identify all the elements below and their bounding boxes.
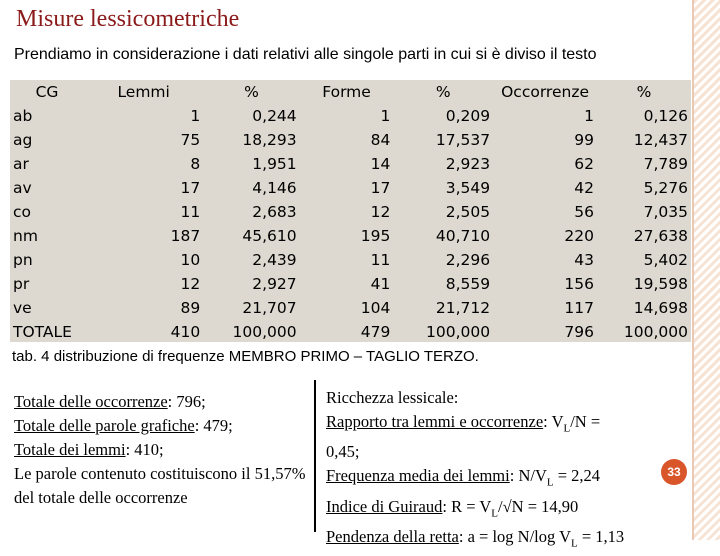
table-cell: 156 — [564, 275, 594, 293]
row-label-cell: pn — [13, 251, 33, 269]
table-cell: 43 — [574, 251, 594, 269]
total-lemmi-line — [14, 438, 314, 462]
table-cell: 796 — [564, 323, 594, 341]
richness-heading — [326, 386, 696, 410]
column-header: CG — [35, 83, 59, 101]
table-cell: 2,296 — [445, 251, 491, 269]
guiraud-line — [326, 495, 696, 526]
row-label-cell: ag — [13, 131, 33, 149]
table-cell: 8 — [190, 155, 201, 173]
slope-sub: L — [570, 537, 578, 550]
table-cell: 0,244 — [252, 107, 297, 125]
table-cell: 17,537 — [435, 131, 491, 149]
frequency-table — [10, 80, 691, 344]
table-cell: 1 — [380, 107, 391, 125]
guiraud-text-b: /√N = 14,90 — [498, 496, 579, 516]
row-label-cell: TOTALE — [13, 323, 72, 341]
table-cell: 2,927 — [252, 275, 297, 293]
table-cell: 100,000 — [426, 323, 491, 341]
table-cell: 100,000 — [623, 323, 688, 341]
table-cell: 12 — [370, 203, 391, 221]
total-occurrences-line — [14, 390, 314, 414]
slope-label: Pendenza della retta — [326, 527, 459, 547]
table-cell: 195 — [360, 227, 391, 245]
table-row — [10, 200, 691, 224]
table-cell: 11 — [370, 251, 391, 269]
table-cell: 479 — [360, 323, 391, 341]
table-row — [10, 128, 691, 152]
row-label-cell: nm — [13, 227, 38, 245]
table-cell: 7,789 — [643, 155, 688, 173]
table-cell: 5,276 — [643, 179, 688, 197]
slide-title: Misure lessicometriche — [16, 6, 240, 32]
table-cell: 1 — [584, 107, 594, 125]
table-cell: 187 — [170, 227, 201, 245]
table-cell: 12 — [180, 275, 201, 293]
column-header: % — [636, 83, 652, 101]
table-cell: 2,683 — [252, 203, 297, 221]
table-cell: 100,000 — [232, 323, 297, 341]
frequency-label: Frequenza media dei lemmi — [326, 465, 510, 485]
table-row — [10, 152, 691, 176]
table-row — [10, 272, 691, 296]
table-cell: 19,598 — [633, 275, 688, 293]
guiraud-text-a: : R = V — [442, 496, 492, 516]
table-cell: 2,439 — [252, 251, 297, 269]
table-row — [10, 296, 691, 320]
richness-colon: : — [453, 388, 459, 407]
table-cell: 62 — [574, 155, 594, 173]
slide-subtitle: Prendiamo in considerazione i dati relativi alle singole parti in cui si è diviso il testo — [14, 46, 597, 63]
frequency-table-container — [10, 80, 691, 342]
ratio-text-b: /N = — [570, 411, 601, 431]
table-cell: 99 — [574, 131, 594, 149]
total-words-label: Totale delle parole grafiche — [14, 416, 195, 435]
table-cell: 5,402 — [643, 251, 688, 269]
slope-text-a: : a = log N/log V — [458, 527, 571, 547]
table-cell: 18,293 — [242, 131, 297, 149]
table-cell: 14 — [370, 155, 391, 173]
table-cell: 0,126 — [643, 107, 688, 125]
table-cell: 42 — [574, 179, 594, 197]
row-label-cell: ab — [13, 107, 33, 125]
total-occurrences-label: Totale delle occorrenze — [14, 392, 168, 411]
page-number-badge: 33 — [661, 459, 687, 485]
table-caption: tab. 4 distribuzione di frequenze MEMBRO PRIMO – TAGLIO TERZO. — [12, 348, 479, 365]
table-cell: 12,437 — [633, 131, 688, 149]
row-label-cell: ar — [13, 155, 29, 173]
column-header: Forme — [322, 83, 371, 101]
table-cell: 27,638 — [633, 227, 688, 245]
row-label-cell: ve — [13, 299, 32, 317]
table-cell: 0,209 — [445, 107, 491, 125]
total-words-line — [14, 414, 314, 438]
table-row — [10, 320, 691, 344]
row-label-cell: co — [13, 203, 32, 221]
table-header-row — [10, 80, 691, 104]
row-label-cell: pr — [13, 275, 30, 293]
frequency-sub: L — [546, 476, 554, 489]
table-cell: 11 — [180, 203, 201, 221]
table-cell: 17 — [180, 179, 201, 197]
ratio-sub: L — [563, 421, 571, 434]
richness-label: Ricchezza lessicale — [326, 388, 454, 407]
total-occurrences-value: : 796; — [167, 392, 206, 411]
table-cell: 8,559 — [445, 275, 491, 293]
table-cell: 84 — [370, 131, 391, 149]
row-label-cell: av — [13, 179, 32, 197]
table-cell: 2,505 — [445, 203, 491, 221]
table-cell: 117 — [564, 299, 594, 317]
table-cell: 10 — [180, 251, 201, 269]
table-cell: 7,035 — [643, 203, 688, 221]
table-cell: 1 — [190, 107, 201, 125]
table-cell: 14,698 — [633, 299, 688, 317]
table-row — [10, 248, 691, 272]
table-cell: 2,923 — [445, 155, 491, 173]
total-lemmi-value: : 410; — [125, 440, 164, 459]
table-cell: 56 — [574, 203, 594, 221]
guiraud-sub: L — [491, 506, 499, 519]
table-cell: 21,707 — [242, 299, 297, 317]
totals-summary — [14, 390, 314, 510]
table-cell: 410 — [170, 323, 201, 341]
frequency-text-b: = 2,24 — [553, 465, 601, 485]
table-row — [10, 176, 691, 200]
table-cell: 3,549 — [445, 179, 491, 197]
lexical-richness-block — [326, 386, 696, 556]
ratio-line — [326, 410, 696, 441]
table-row — [10, 104, 691, 128]
table-row — [10, 224, 691, 248]
guiraud-label: Indice di Guiraud — [326, 496, 443, 516]
slope-line — [326, 525, 696, 556]
total-lemmi-label: Totale dei lemmi — [14, 440, 126, 459]
table-cell: 75 — [180, 131, 201, 149]
table-cell: 220 — [564, 227, 594, 245]
frequency-text-a: : N/V — [509, 465, 547, 485]
table-cell: 89 — [180, 299, 201, 317]
vertical-divider — [314, 380, 316, 532]
table-cell: 40,710 — [435, 227, 491, 245]
table-cell: 17 — [370, 179, 391, 197]
content-words-text: Le parole contenuto costituiscono il 51,57% del totale delle occorrenze — [14, 464, 306, 507]
column-header: Lemmi — [117, 83, 170, 101]
decorative-stripe — [694, 0, 720, 540]
ratio-label: Rapporto tra lemmi e occorrenze — [326, 411, 544, 431]
ratio-value: 0,45; — [326, 442, 360, 462]
ratio-text-a: : V — [543, 411, 564, 431]
column-header: Occorrenze — [501, 83, 589, 101]
table-cell: 41 — [370, 275, 391, 293]
table-cell: 104 — [360, 299, 391, 317]
table-cell: 4,146 — [252, 179, 297, 197]
frequency-line — [326, 464, 696, 495]
total-words-value: : 479; — [194, 416, 233, 435]
table-cell: 45,610 — [242, 227, 297, 245]
slope-text-b: = 1,13 — [577, 527, 625, 547]
table-cell: 21,712 — [435, 299, 491, 317]
table-cell: 1,951 — [252, 155, 297, 173]
column-header: % — [244, 83, 259, 101]
column-header: % — [435, 83, 451, 101]
